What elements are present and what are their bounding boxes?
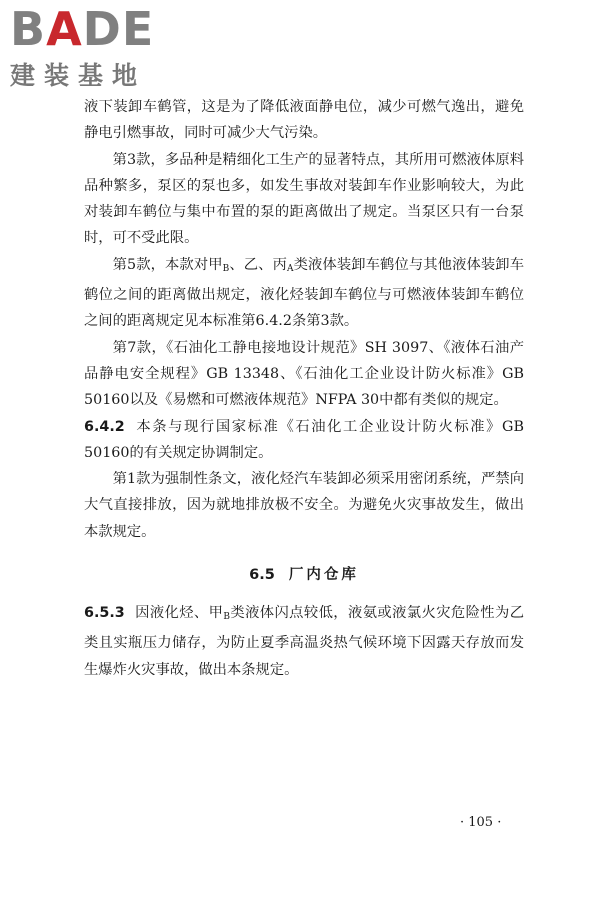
page-body [84,94,524,683]
section-heading [84,563,524,584]
clause-text-b: 类液体闪点较低，液氨或液氯火灾危险性为乙类且实瓶压力储存，为防止夏季高温炎热气候环境下因露天存放而发生爆炸火灾事故，做出本条规定。 [84,605,525,678]
clause-text-a: 因液化烃、甲 [134,605,224,622]
logo-letters-de: DE [82,2,155,56]
paragraph-continuation: 液下装卸车鹤管，这是为了降低液面静电位，减少可燃气逸出，避免静电引燃事故，同时可减少大气污染。 [84,99,524,142]
clause-number: 6.4.2 [84,418,125,435]
section-number: 6.5 [249,567,275,584]
paragraph-item-5 [84,252,524,335]
clause-number: 6.5.3 [84,605,125,622]
paragraph-item-7: 第7款，《石油化工静电接地设计规范》SH 3097、《液体石油产品静电安全规程》GB 13348、《石油化工企业设计防火标准》GB 50160以及《易燃和可燃液体规范》NFPA 30中都有类似的规定。 [84,339,524,409]
clause-text: 本条与现行国家标准《石油化工企业设计防火标准》GB 50160的有关规定协调制定。 [84,418,524,461]
logo-wordmark [10,2,190,56]
paragraph-item-1: 第1款为强制性条文，液化烃汽车装卸必须采用密闭系统，严禁向大气直接排放，因为就地排放极不安全。为避免火灾事故发生，做出本款规定。 [84,471,524,540]
paragraph-item-3: 第3款，多品种是精细化工生产的显著特点，其所用可燃液体原料品种繁多，泵区的泵也多，如发生事故对装卸车作业影响较大，为此对装卸车鹤位与集中布置的泵的距离做出了规定。当泵区只有一台泵时，可不受此限。 [84,151,524,247]
subscript-b: B [222,263,230,274]
clause-6-4-2 [84,414,524,467]
paragraph-item-5-text-c: 类液体装卸车鹤位与其他液体装卸车鹤位之间的距离做出规定，液化烃装卸车鹤位与可燃液体装卸车鹤位之间的距离规定见本标准第6.4.2条第3款。 [84,256,524,330]
subscript-b: B [223,612,230,623]
logo-letter-b: B [10,2,47,56]
subscript-a: A [287,263,294,274]
paragraph-item-5-text-a: 第5款，本款对甲 [112,256,223,273]
paragraph-item-5-text-b: 、乙、丙 [229,256,287,273]
logo-letter-a: A [46,2,83,56]
bade-logo [10,2,190,90]
logo-subtitle: 建装基地 [10,61,147,90]
page-number: · 105 · [460,815,502,830]
clause-6-5-3 [84,600,524,683]
section-title: 厂内仓库 [288,567,359,584]
